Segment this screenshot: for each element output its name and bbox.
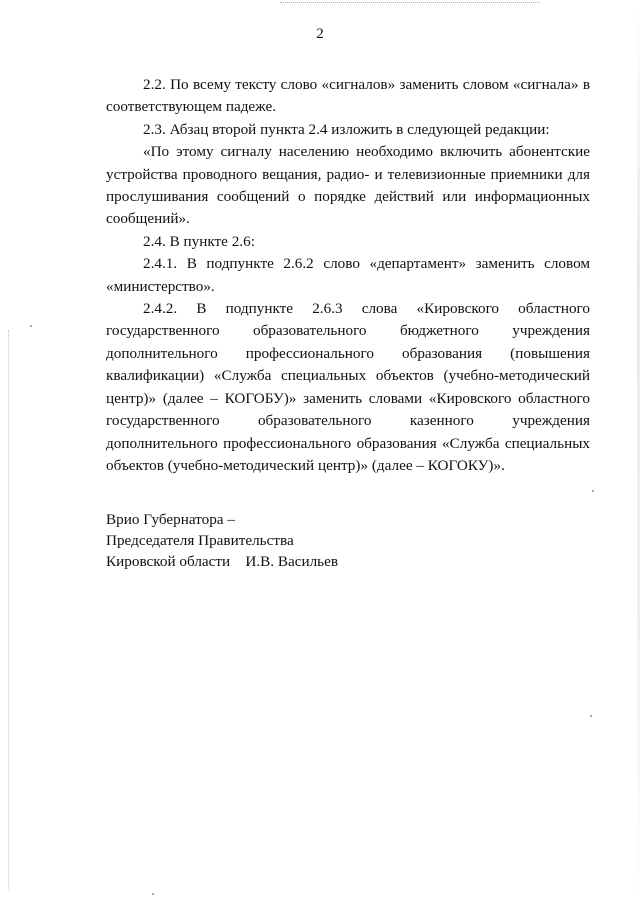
- paragraph-2-4-2: 2.4.2. В подпункте 2.6.3 слова «Кировского областного государственного образовательного бюджетного учреждения дополнительного профессионального образования (повышения квалификации) «Служба специальных объектов (учебно-методический центр)» (далее – КОГОБУ)» заменить словами «Кировского областного государственного образовательного казенного учреждения дополнительного профессионального образования «Служба специальных объектов (учебно-методический центр)» (далее – КОГОКУ)».: [106, 300, 590, 474]
- scan-speck: [30, 325, 32, 327]
- signature-line-name: Кировской области И.В. Васильев: [106, 553, 338, 570]
- document-body: [106, 74, 590, 477]
- signature-block: [106, 509, 338, 572]
- paragraph-2-2: 2.2. По всему тексту слово «сигналов» заменить словом «сигнала» в соответствующем падеже.: [106, 76, 590, 116]
- paragraph-2-4-1: 2.4.1. В подпункте 2.6.2 слово «департамент» заменить словом «министерство».: [106, 255, 590, 295]
- scan-artifact-left-margin: [8, 330, 10, 890]
- signature-line-position: Председателя Правительства: [106, 532, 294, 549]
- page-number: 2: [316, 26, 324, 42]
- paragraph-2-4: 2.4. В пункте 2.6:: [143, 232, 255, 250]
- scan-speck: [152, 893, 154, 895]
- signature-line-title: Врио Губернатора –: [106, 511, 235, 528]
- scan-speck: [592, 490, 594, 492]
- paragraph-quote: «По этому сигналу населению необходимо включить абонентские устройства проводного вещания, радио- и телевизионные приемники для прослушивания сообщений о порядке действий или информационных сообщений».: [106, 143, 590, 228]
- paragraph-2-3: 2.3. Абзац второй пункта 2.4 изложить в следующей редакции:: [143, 120, 550, 138]
- scan-speck: [590, 715, 592, 717]
- scan-artifact-top-line: [280, 2, 540, 3]
